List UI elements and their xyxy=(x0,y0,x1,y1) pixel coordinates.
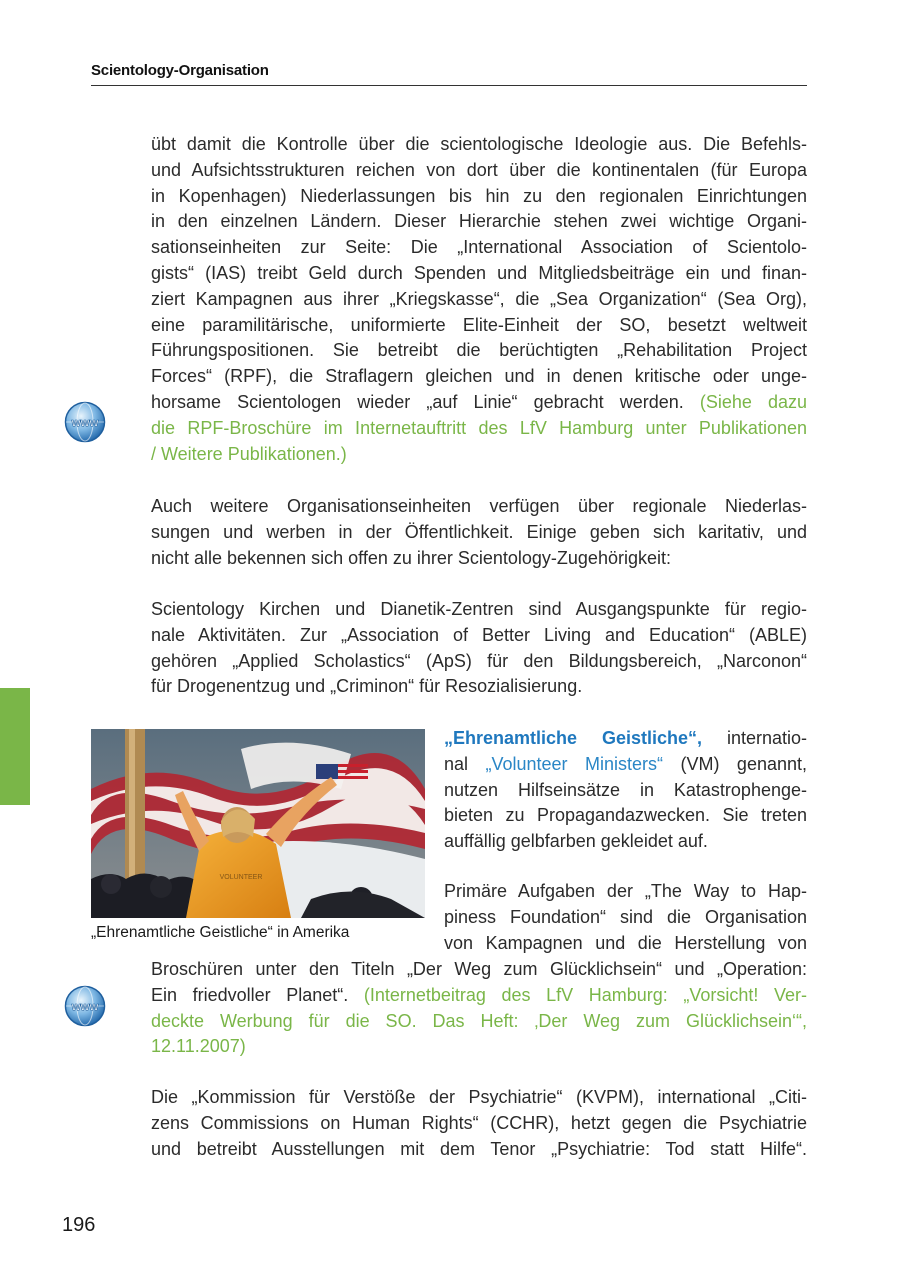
text-line xyxy=(151,390,807,416)
text-line: piness Foundation“ sind die Organisation xyxy=(444,906,807,927)
rpf-brochure-link[interactable]: (Siehe dazu xyxy=(699,391,807,412)
svg-text:www: www xyxy=(71,417,99,430)
text-line: nutzen Hilfseinsätze in Katastrophenge- xyxy=(444,779,807,800)
text-line: von Kampagnen und die Herstellung von xyxy=(444,932,807,953)
text-line: und betreibt Ausstellungen mit dem Tenor „Psychiatrie: Tod statt Hilfe“. xyxy=(151,1138,807,1159)
text-line: bieten zu Propagandazwecken. Sie treten xyxy=(444,805,807,826)
text-line: Auch weitere Organisationseinheiten verfügen über regionale Niederlas- xyxy=(151,496,807,516)
text-line: Broschüren unter den Titeln „Der Weg zum Glücklichsein“ und „Operation: xyxy=(151,959,807,979)
page-number: 196 xyxy=(62,1214,96,1236)
lfv-article-link-line[interactable]: deckte Werbung für die SO. Das Heft: ‚Der Weg zum Glücklichsein‘“, xyxy=(151,1010,807,1031)
text-segment: horsame Scientologen wieder „auf Linie“ gebracht werden. xyxy=(151,391,684,412)
text-line: sungen und werben in der Öffentlichkeit. Einige geben sich karitativ, und xyxy=(151,521,807,542)
header-rule xyxy=(91,85,807,86)
www-globe-icon[interactable] xyxy=(64,401,106,443)
lfv-article-link-line[interactable]: 12.11.2007) xyxy=(151,1036,246,1057)
text-line: zens Commissions on Human Rights“ (CCHR), hetzt gegen die Psychiatrie xyxy=(151,1112,807,1133)
text-line: nale Aktivitäten. Zur „Association of Better Living and Education“ (ABLE) xyxy=(151,624,807,645)
text-line xyxy=(151,983,807,1009)
paragraph-way-to-happiness-cont xyxy=(151,957,807,1060)
www-globe-icon[interactable] xyxy=(64,985,106,1027)
section-color-tab xyxy=(0,688,30,805)
text-line: in Kopenhagen) Niederlassungen bis hin zu den regionalen Einrichtungen xyxy=(151,185,807,206)
text-line: für Drogenentzug und „Criminon“ für Resozialisierung. xyxy=(151,676,583,697)
text-line: Forces“ (RPF), die Straflagern gleichen und in denen kritische oder unge- xyxy=(151,366,807,387)
text-line: Scientology Kirchen und Dianetik-Zentren sind Ausgangspunkte für regio- xyxy=(151,599,807,619)
paragraph-other-units xyxy=(151,494,807,571)
running-header-title: Scientology-Organisation xyxy=(91,62,269,79)
paragraph-hierarchy xyxy=(151,132,807,467)
text-line: Führungspositionen. Sie betreibt die berüchtigten „Rehabilitation Project xyxy=(151,340,807,361)
text-segment: (VM) genannt, xyxy=(663,753,807,774)
text-line: eine paramilitärische, uniformierte Elite-Einheit der SO, besetzt weltweit xyxy=(151,314,807,335)
paragraph-able xyxy=(151,597,807,700)
photo-caption: „Ehrenamtliche Geistliche“ in Amerika xyxy=(91,924,350,941)
text-segment: Ein friedvoller Planet“. xyxy=(151,984,349,1005)
text-segment: internatio- xyxy=(726,728,807,748)
text-line: auffällig gelbfarben gekleidet auf. xyxy=(444,831,708,852)
bold-term: „Ehrenamtliche Geistliche“, xyxy=(444,728,703,748)
text-line: gehören „Applied Scholastics“ (ApS) für den Bildungsbereich, „Narconon“ xyxy=(151,650,807,671)
text-segment: nal xyxy=(444,753,486,774)
paragraph-volunteer-ministers xyxy=(444,726,807,855)
volunteer-ministers-photo xyxy=(91,729,425,918)
text-line: in den einzelnen Ländern. Dieser Hierarchie stehen zwei wichtige Organi- xyxy=(151,211,807,232)
svg-text:VOLUNTEER: VOLUNTEER xyxy=(219,874,263,881)
text-line xyxy=(444,752,807,778)
paragraph-way-to-happiness xyxy=(444,879,807,956)
text-line xyxy=(444,726,807,752)
text-line: übt damit die Kontrolle über die scientologische Ideologie aus. Die Befehls- xyxy=(151,134,807,154)
text-line: Die „Kommission für Verstöße der Psychiatrie“ (KVPM), international „Citi- xyxy=(151,1087,807,1107)
paragraph-kvpm xyxy=(151,1085,807,1162)
text-line: nicht alle bekennen sich offen zu ihrer Scientology-Zugehörigkeit: xyxy=(151,547,671,568)
rpf-brochure-link-line[interactable]: die RPF-Broschüre im Internetauftritt des LfV Hamburg unter Publikationen xyxy=(151,417,807,438)
text-line: ziert Kampagnen aus ihrer „Kriegskasse“, die „Sea Organization“ (Sea Org), xyxy=(151,288,807,309)
text-line: sationseinheiten zur Seite: Die „International Association of Scientolo- xyxy=(151,237,807,258)
rpf-brochure-link-line[interactable]: / Weitere Publikationen.) xyxy=(151,443,347,464)
volunteer-ministers-term: „Volunteer Ministers“ xyxy=(485,753,664,774)
text-line: und Aufsichtsstrukturen reichen von dort über die kontinentalen (für Europa xyxy=(151,159,807,180)
svg-text:www: www xyxy=(71,1001,99,1014)
lfv-article-link[interactable]: (Internetbeitrag des LfV Hamburg: „Vorsicht! Ver- xyxy=(363,984,807,1005)
text-line: gists“ (IAS) treibt Geld durch Spenden und Mitgliedsbeiträge ein und finan- xyxy=(151,262,807,283)
text-line: Primäre Aufgaben der „The Way to Hap- xyxy=(444,881,807,901)
